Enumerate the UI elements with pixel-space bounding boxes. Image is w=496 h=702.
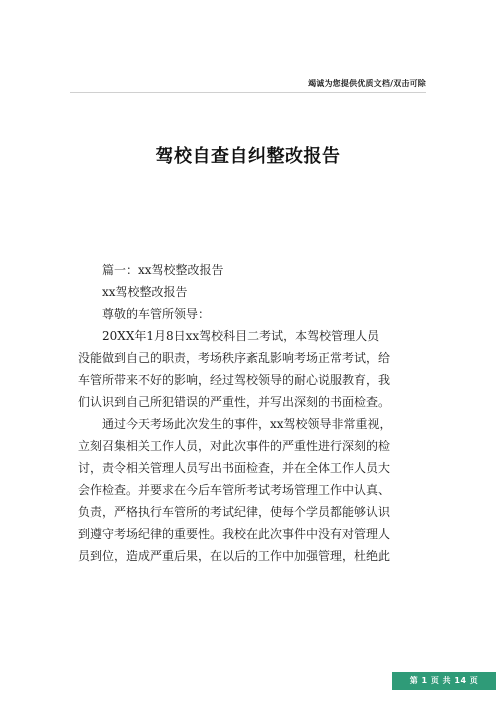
header-divider	[70, 92, 426, 93]
paragraph-line: 车管所带来不好的影响，经过驾校领导的耐心说服教育，我	[78, 373, 391, 387]
report-heading: xx驾校整改报告	[102, 285, 188, 299]
paragraph-line: 到遵守考场纪律的重要性。我校在此次事件中没有对管理人	[78, 527, 391, 541]
document-title: 驾校自查自纠整改报告	[155, 146, 341, 167]
document-body	[78, 259, 420, 567]
section-heading: 篇一：xx驾校整改报告	[102, 263, 224, 277]
page-number-tab	[392, 672, 496, 690]
paragraph-line: 立刻召集相关工作人员，对此次事件的严重性进行深刻的检	[78, 439, 391, 453]
paragraph-line: 没能做到自己的职责，考场秩序紊乱影响考场正常考试，给	[78, 351, 391, 365]
paragraph-line: 会作检查。并要求在今后车管所考试考场管理工作中认真、	[78, 483, 391, 497]
paragraph-line: 讨，责令相关管理人员写出书面检查，并在全体工作人员大	[78, 461, 391, 475]
paragraph-2	[78, 413, 420, 567]
paragraph-1	[78, 325, 420, 413]
salutation: 尊敬的车管所领导：	[102, 307, 211, 321]
paragraph-line: 负责，严格执行车管所的考试纪律，使每个学员都能够认识	[78, 505, 391, 519]
paragraph-line: 们认识到自己所犯错误的严重性，并写出深刻的书面检查。	[78, 395, 391, 409]
header-note: 竭诚为您提供优质文档/双击可除	[308, 79, 426, 88]
paragraph-line: 20XX年1月8日xx驾校科目二考试，本驾校管理人员	[102, 329, 380, 343]
paragraph-line: 通过今天考场此次发生的事件，xx驾校领导非常重视，	[102, 417, 392, 431]
paragraph-line: 员到位，造成严重后果，在以后的工作中加强管理，杜绝此	[78, 549, 391, 563]
page-number-label: 第 1 页 共 14 页	[409, 676, 479, 685]
